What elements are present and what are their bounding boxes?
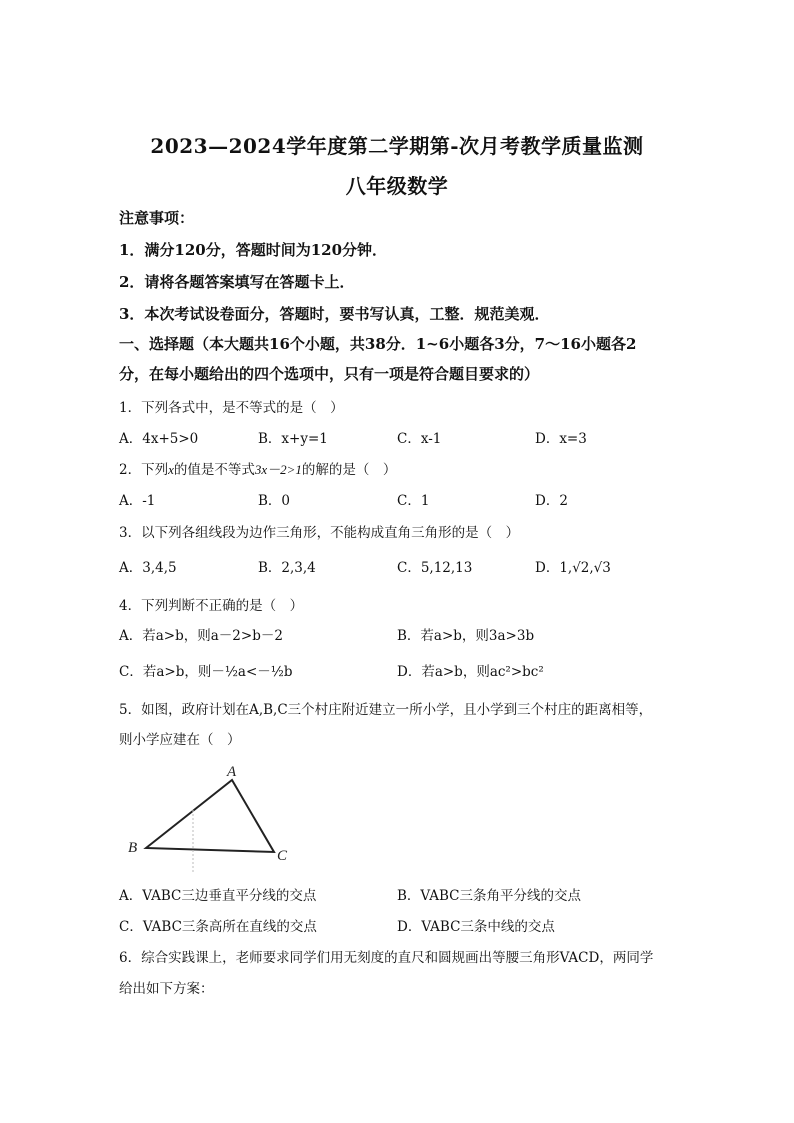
triangle-figure [118,760,308,880]
q3-option-b: B．2,3,4 [258,560,316,576]
q5-option-d: D．VABC三条中线的交点 [397,919,555,935]
q2-option-b: B．0 [258,493,291,509]
notice-item-2: 2．请将各题答案填写在答题卡上． [119,273,355,291]
q2-option-d: D．2 [535,493,568,509]
q3-option-a: A．3,4,5 [119,560,177,576]
q6-stem-line2: 给出如下方案： [119,981,214,997]
q1-option-d: D．x=3 [535,431,587,447]
q5-option-c: C．VABC三条高所在直线的交点 [119,919,317,935]
notice-item-1: 1．满分120分，答题时间为120分钟． [119,241,388,259]
vertex-label-c: C [277,848,288,864]
q4-option-d: D．若a>b，则ac²>bc² [397,664,544,680]
exam-title: 2023—2024学年度第二学期第-次月考教学质量监测 [150,134,644,158]
q1-option-a: A．4x+5>0 [119,431,199,447]
vertex-label-a: A [227,764,237,780]
q5-option-b: B．VABC三条角平分线的交点 [397,888,582,904]
triangle-abc [146,780,274,852]
q2-stem-post: 的解的是（ ） [301,462,397,478]
q5-stem-line1: 5．如图，政府计划在A,B,C三个村庄附近建立一所小学，且小学到三个村庄的距离相等， [119,702,653,718]
q2-stem-mid: 的值是不等式 [173,462,255,478]
q4-option-a: A．若a>b，则a－2>b－2 [119,628,283,644]
q1-stem: 1．下列各式中，是不等式的是（ ） [119,400,344,416]
q4-option-b: B．若a>b，则3a>3b [397,628,535,644]
q2-option-a: A．-1 [119,493,156,509]
q4-stem: 4．下列判断不正确的是（ ） [119,598,304,614]
q2-stem-expr: 3x－2>1 [254,462,302,477]
q3-stem: 3．以下列各组线段为边作三角形，不能构成直角三角形的是（ ） [119,525,520,541]
q4-option-c: C．若a>b，则－½a<－½b [119,664,293,680]
q2-stem [119,458,396,478]
notice-item-3: 3．本次考试设卷面分，答题时，要书写认真，工整．规范美观． [119,305,550,323]
q6-stem-line1: 6．综合实践课上，老师要求同学们用无刻度的直尺和圆规画出等腰三角形VACD，两同学 [119,950,654,966]
q1-option-b: B．x+y=1 [258,431,328,447]
exam-subtitle: 八年级数学 [345,174,449,198]
vertex-label-b: B [128,840,138,856]
q1-option-c: C．x-1 [397,431,442,447]
q3-option-d: D．1,√2,√3 [535,560,611,576]
q3-option-c: C．5,12,13 [397,560,473,576]
q5-stem-line2: 则小学应建在（ ） [119,732,241,748]
q5-option-a: A．VABC三边垂直平分线的交点 [119,888,317,904]
q2-stem-pre: 2．下列 [119,462,169,478]
section1-line2: 分，在每小题给出的四个选项中，只有一项是符合题目要求的） [119,365,540,383]
section1-line1: 一、选择题（本大题共16个小题，共38分．1~6小题各3分，7～16小题各2 [119,335,637,353]
q2-stem-var: x [168,462,174,477]
q2-option-c: C．1 [397,493,430,509]
notice-heading: 注意事项： [119,209,195,227]
